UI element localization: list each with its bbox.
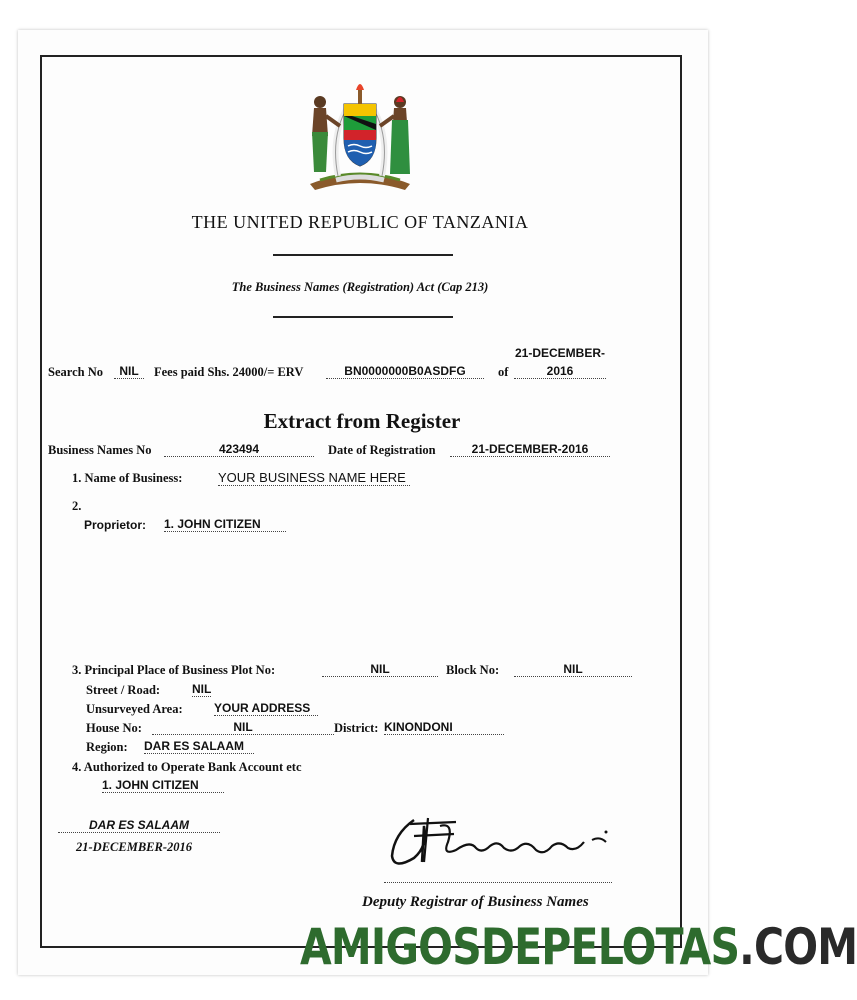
authorized-bank-label: 4. Authorized to Operate Bank Account etc — [72, 760, 302, 774]
coat-of-arms-emblem — [300, 76, 420, 194]
district-value: KINONDONI — [384, 720, 504, 735]
street-road-value: NIL — [192, 682, 212, 696]
proprietor-label: Proprietor: — [84, 518, 147, 532]
issue-place: DAR ES SALAAM — [58, 818, 220, 833]
region-value: DAR ES SALAAM — [144, 739, 254, 754]
erv-number: BN0000000B0ASDFG — [326, 364, 484, 379]
region-label: Region: — [86, 740, 128, 754]
date-of-registration-value: 21-DECEMBER-2016 — [450, 442, 610, 457]
signature-line — [384, 882, 612, 883]
site-watermark — [300, 918, 857, 976]
extract-title: Extract from Register — [263, 409, 461, 433]
business-name-value: YOUR BUSINESS NAME HERE — [218, 470, 410, 486]
divider-top — [273, 254, 453, 256]
registrar-signature — [384, 812, 614, 874]
bank-authorized-value: 1. JOHN CITIZEN — [102, 778, 224, 793]
country-heading: THE UNITED REPUBLIC OF TANZANIA — [191, 212, 529, 232]
watermark-dark-text: .COM — [739, 918, 857, 976]
house-no-label: House No: — [86, 721, 142, 735]
deputy-registrar-label: Deputy Registrar of Business Names — [362, 894, 589, 910]
unsurveyed-area-value: YOUR ADDRESS — [214, 701, 318, 716]
district-label: District: — [334, 721, 379, 735]
house-no-value: NIL — [152, 720, 334, 735]
search-no-value: NIL — [114, 364, 144, 379]
name-of-business-label: 1. Name of Business: — [72, 471, 183, 485]
search-date-line1: 21-DECEMBER- — [514, 346, 605, 360]
search-date-line2: 2016 — [514, 364, 606, 379]
act-subtitle: The Business Names (Registration) Act (Cap 213) — [231, 280, 489, 294]
proprietor-value: 1. JOHN CITIZEN — [164, 517, 286, 532]
business-names-no-label: Business Names No — [48, 443, 152, 457]
item-2-number: 2. — [72, 499, 82, 513]
of-label: of — [498, 365, 509, 379]
block-no-value: NIL — [514, 662, 632, 677]
divider-bottom — [273, 316, 453, 318]
date-of-registration-label: Date of Registration — [328, 443, 436, 457]
fees-paid-label: Fees paid Shs. 24000/= ERV — [154, 365, 304, 379]
unsurveyed-area-label: Unsurveyed Area: — [86, 702, 183, 716]
search-no-label: Search No — [48, 365, 103, 379]
business-names-no-value: 423494 — [164, 442, 314, 457]
plot-no-value: NIL — [322, 662, 438, 677]
street-road-label: Street / Road: — [86, 683, 161, 697]
watermark-green-text: AMIGOSDEPELOTAS — [300, 918, 740, 976]
block-no-label: Block No: — [446, 663, 500, 677]
issue-date: 21-DECEMBER-2016 — [76, 840, 192, 854]
principal-place-label: 3. Principal Place of Business Plot No: — [72, 663, 276, 677]
